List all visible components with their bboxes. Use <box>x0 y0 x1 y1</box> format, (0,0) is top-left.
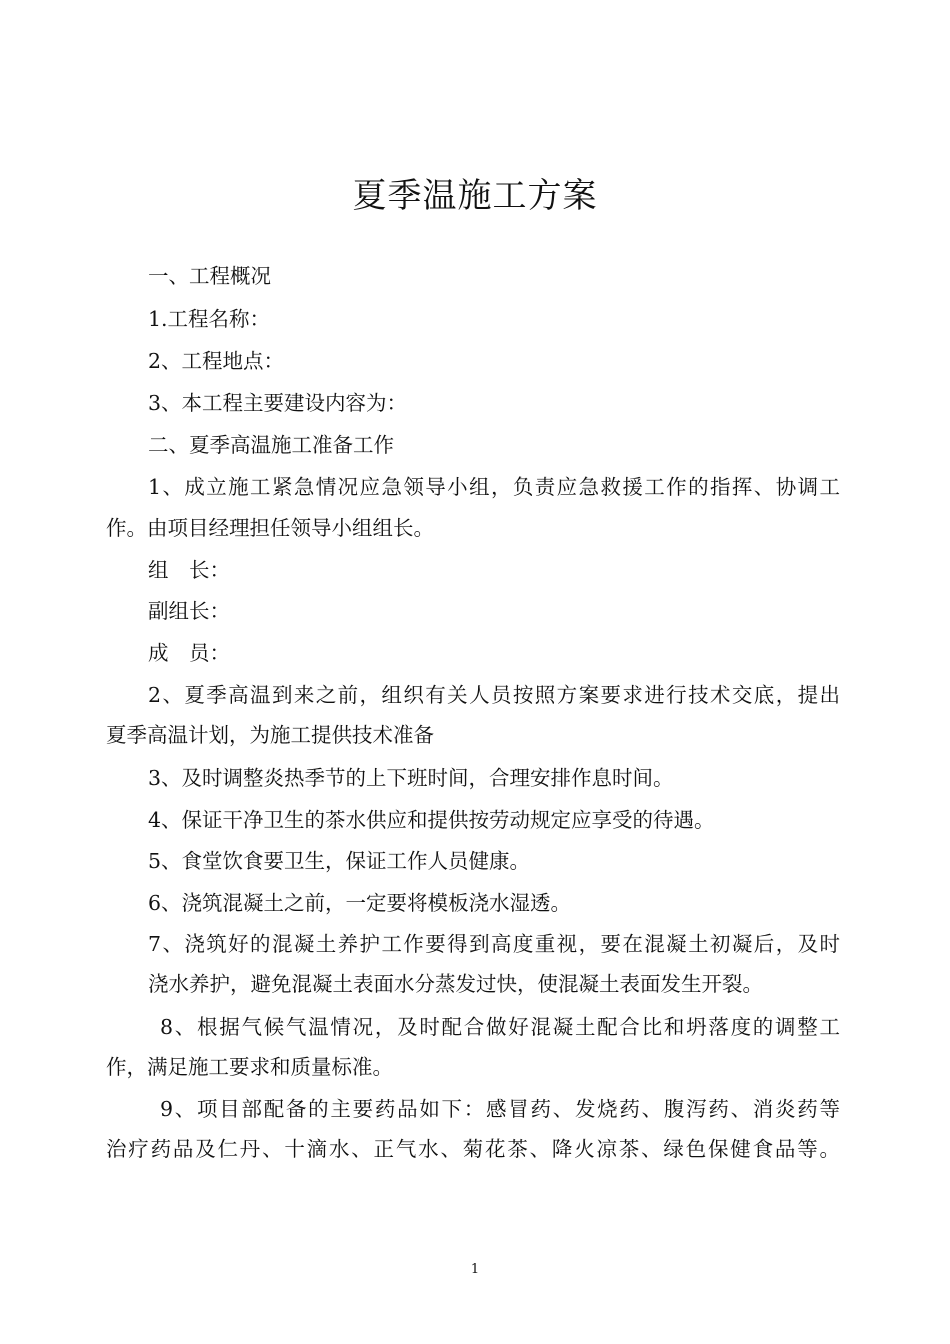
team-members-line: 成 员： <box>148 641 230 665</box>
paragraph-9-line-2: 治疗药品及仁丹、十滴水、正气水、菊花茶、降火凉茶、绿色保健食品等。 <box>106 1137 840 1161</box>
document-title: 夏季温施工方案 <box>352 176 598 216</box>
deputy-leader-line: 副组长： <box>148 599 230 623</box>
paragraph-7-line-2: 浇水养护，避免混凝土表面水分蒸发过快，使混凝土表面发生开裂。 <box>148 972 763 996</box>
paragraph-5: 5、食堂饮食要卫生，保证工作人员健康。 <box>148 849 531 873</box>
page-number: 1 <box>470 1262 480 1277</box>
paragraph-3: 3、及时调整炎热季节的上下班时间，合理安排作息时间。 <box>148 766 674 790</box>
section-heading-project-overview: 一、工程概况 <box>148 264 271 288</box>
paragraph-6: 6、浇筑混凝土之前，一定要将模板浇水湿透。 <box>148 891 572 915</box>
paragraph-8-line-1: 8、根据气候气温情况，及时配合做好混凝土配合比和坍落度的调整工 <box>160 1015 840 1039</box>
project-content-line: 3、本工程主要建设内容为： <box>148 391 408 415</box>
paragraph-9-line-1: 9、项目部配备的主要药品如下：感冒药、发烧药、腹泻药、消炎药等 <box>160 1097 840 1121</box>
project-location-line: 2、工程地点： <box>148 349 285 373</box>
team-leader-line: 组 长： <box>148 558 230 582</box>
paragraph-2-line-1: 2、夏季高温到来之前，组织有关人员按照方案要求进行技术交底，提出 <box>148 683 840 707</box>
paragraph-7-line-1: 7、浇筑好的混凝土养护工作要得到高度重视，要在混凝土初凝后，及时 <box>148 932 840 956</box>
paragraph-8-line-2: 作，满足施工要求和质量标准。 <box>106 1055 393 1079</box>
paragraph-4: 4、保证干净卫生的茶水供应和提供按劳动规定应享受的待遇。 <box>148 808 715 832</box>
paragraph-1-line-1: 1、成立施工紧急情况应急领导小组，负责应急救援工作的指挥、协调工 <box>148 475 840 499</box>
paragraph-1-line-2: 作。由项目经理担任领导小组组长。 <box>106 516 434 540</box>
paragraph-2-line-2: 夏季高温计划，为施工提供技术准备 <box>106 723 434 747</box>
project-name-line: 1.工程名称： <box>148 307 271 331</box>
section-heading-preparation: 二、夏季高温施工准备工作 <box>148 433 394 457</box>
